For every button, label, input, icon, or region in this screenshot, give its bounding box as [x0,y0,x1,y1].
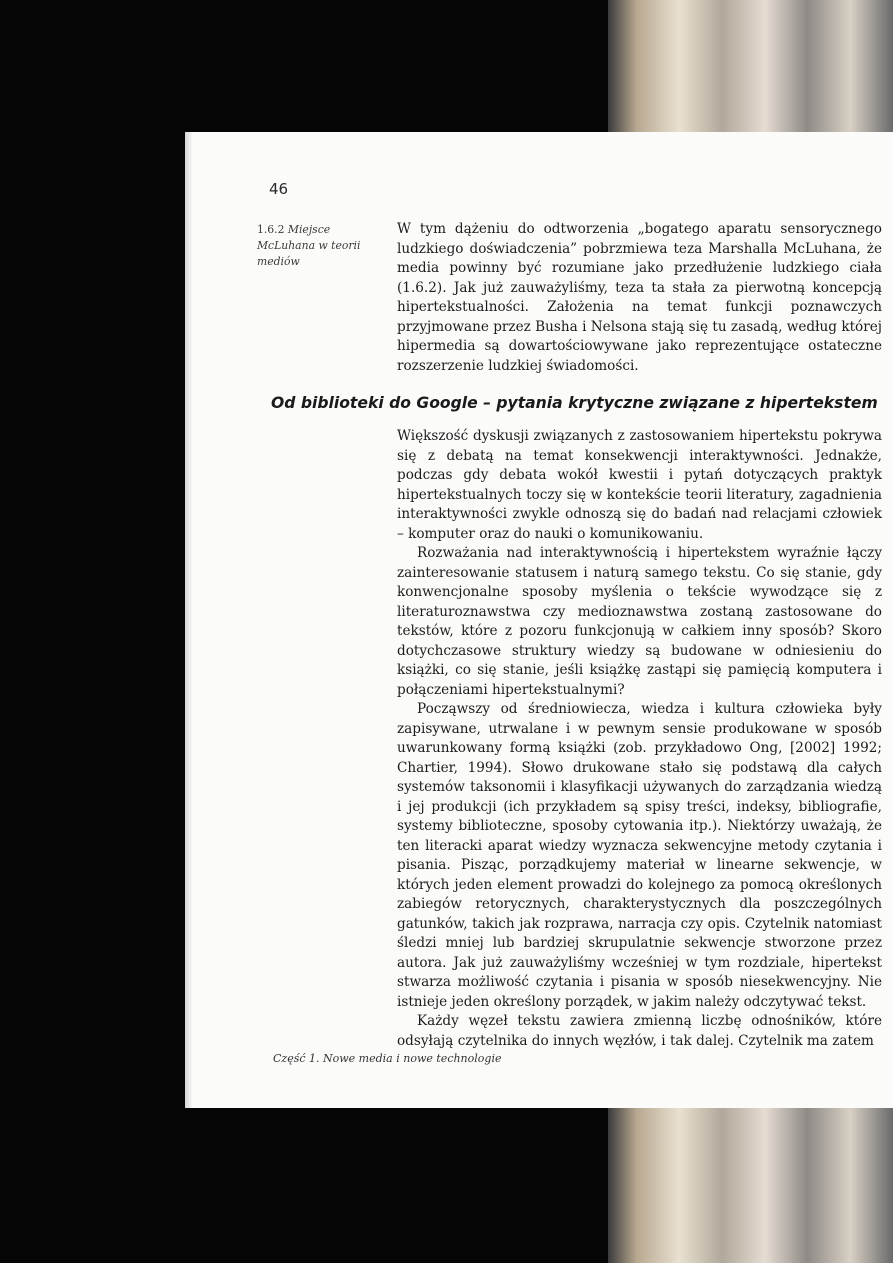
margin-note [257,222,377,270]
intro-paragraph: W tym dążeniu do odtworzenia „bogatego aparatu sensorycznego ludzkiego doświadczenia” pobrzmiewa teza Marshalla McLuhana, że media powinny być rozumiane jako przedłużenie ludzkiego ciała (1.6.2). Jak już zauważyliśmy, teza ta stała za pierwotną koncepcją hipertekstualności. Założenia na temat funkcji poznawczych przyjmowane przez Busha i Nelsona stają się tu zasadą, według której hipermedia są dowartościowywane jako reprezentujące ostateczne rozszerzenie ludzkiej świadomości. [397,221,882,374]
page-edge-shadow [185,132,193,1108]
margin-note-section: 1.6.2 [257,223,285,236]
book-page [185,132,893,1108]
scan-background-bottom [608,1108,893,1263]
body-paragraph: Rozważania nad interaktywnością i hipertekstem wyraźnie łączy zainteresowanie statusem i naturą samego tekstu. Co się stanie, gdy konwencjonalne sposoby myślenia o tekście wywodzące się z literaturoznawstwa czy medioznawstwa zostaną zastosowane do tekstów, które z pozoru funkcjonują w całkiem inny sposób? Skoro dotychczasowe struktury wiedzy są budowane w odniesieniu do książki, co się stanie, jeśli książkę zastąpi się pamięcią komputera i połączeniami hipertekstualnymi? [397,545,882,698]
body-paragraph: Każdy węzeł tekstu zawiera zmienną liczbę odnośników, które odsyłają czytelnika do innych węzłów, i tak dalej. Czytelnik ma zatem [397,1013,882,1049]
margin-note-text: Miejsce McLuhana w teorii mediów [257,223,361,268]
page-number: 46 [269,180,289,198]
body-paragraph: Większość dyskusji związanych z zastosowaniem hipertekstu pokrywa się z debatą na temat konsekwencji interaktywności. Jednakże, podczas gdy debata wokół kwestii i pytań dotyczących praktyk hipertekstualnych toczy się w kontekście teorii literatury, zagadnienia interaktywności zwykle odnoszą się do badań nad relacjami człowiek – komputer oraz do nauki o komunikowaniu. [397,428,882,542]
body-text [397,427,882,1051]
section-heading: Od biblioteki do Google – pytania krytyczne związane z hipertekstem [271,394,878,412]
page-footer: Część 1. Nowe media i nowe technologie [273,1052,502,1065]
scan-background-top [608,0,893,132]
body-paragraph: Począwszy od średniowiecza, wiedza i kultura człowieka były zapisywane, utrwalane i w pewnym sensie produkowane w sposób uwarunkowany formą książki (zob. przykładowo Ong, [2002] 1992; Chartier, 1994). Słowo drukowane stało się podstawą dla całych systemów taksonomii i klasyfikacji używanych do zarządzania wiedzą i jej produkcji (ich przykładem są spisy treści, indeksy, bibliografie, systemy biblioteczne, sposoby cytowania itp.). Niektórzy uważają, że ten literacki aparat wiedzy wyznacza sekwencyjne metody czytania i pisania. Pisząc, porządkujemy materiał w linearne sekwencje, w których jeden element prowadzi do kolejnego za pomocą określonych zabiegów retorycznych, charakterystycznych dla poszczególnych gatunków, takich jak rozprawa, narracja czy opis. Czytelnik natomiast śledzi mniej lub bardziej skrupulatnie sekwencje stworzone przez autora. Jak już zauważyliśmy wcześniej w tym rozdziale, hipertekst stwarza możliwość czytania i pisania w sposób niesekwencyjny. Nie istnieje jeden określony porządek, w jakim należy odczytywać tekst. [397,701,882,1010]
